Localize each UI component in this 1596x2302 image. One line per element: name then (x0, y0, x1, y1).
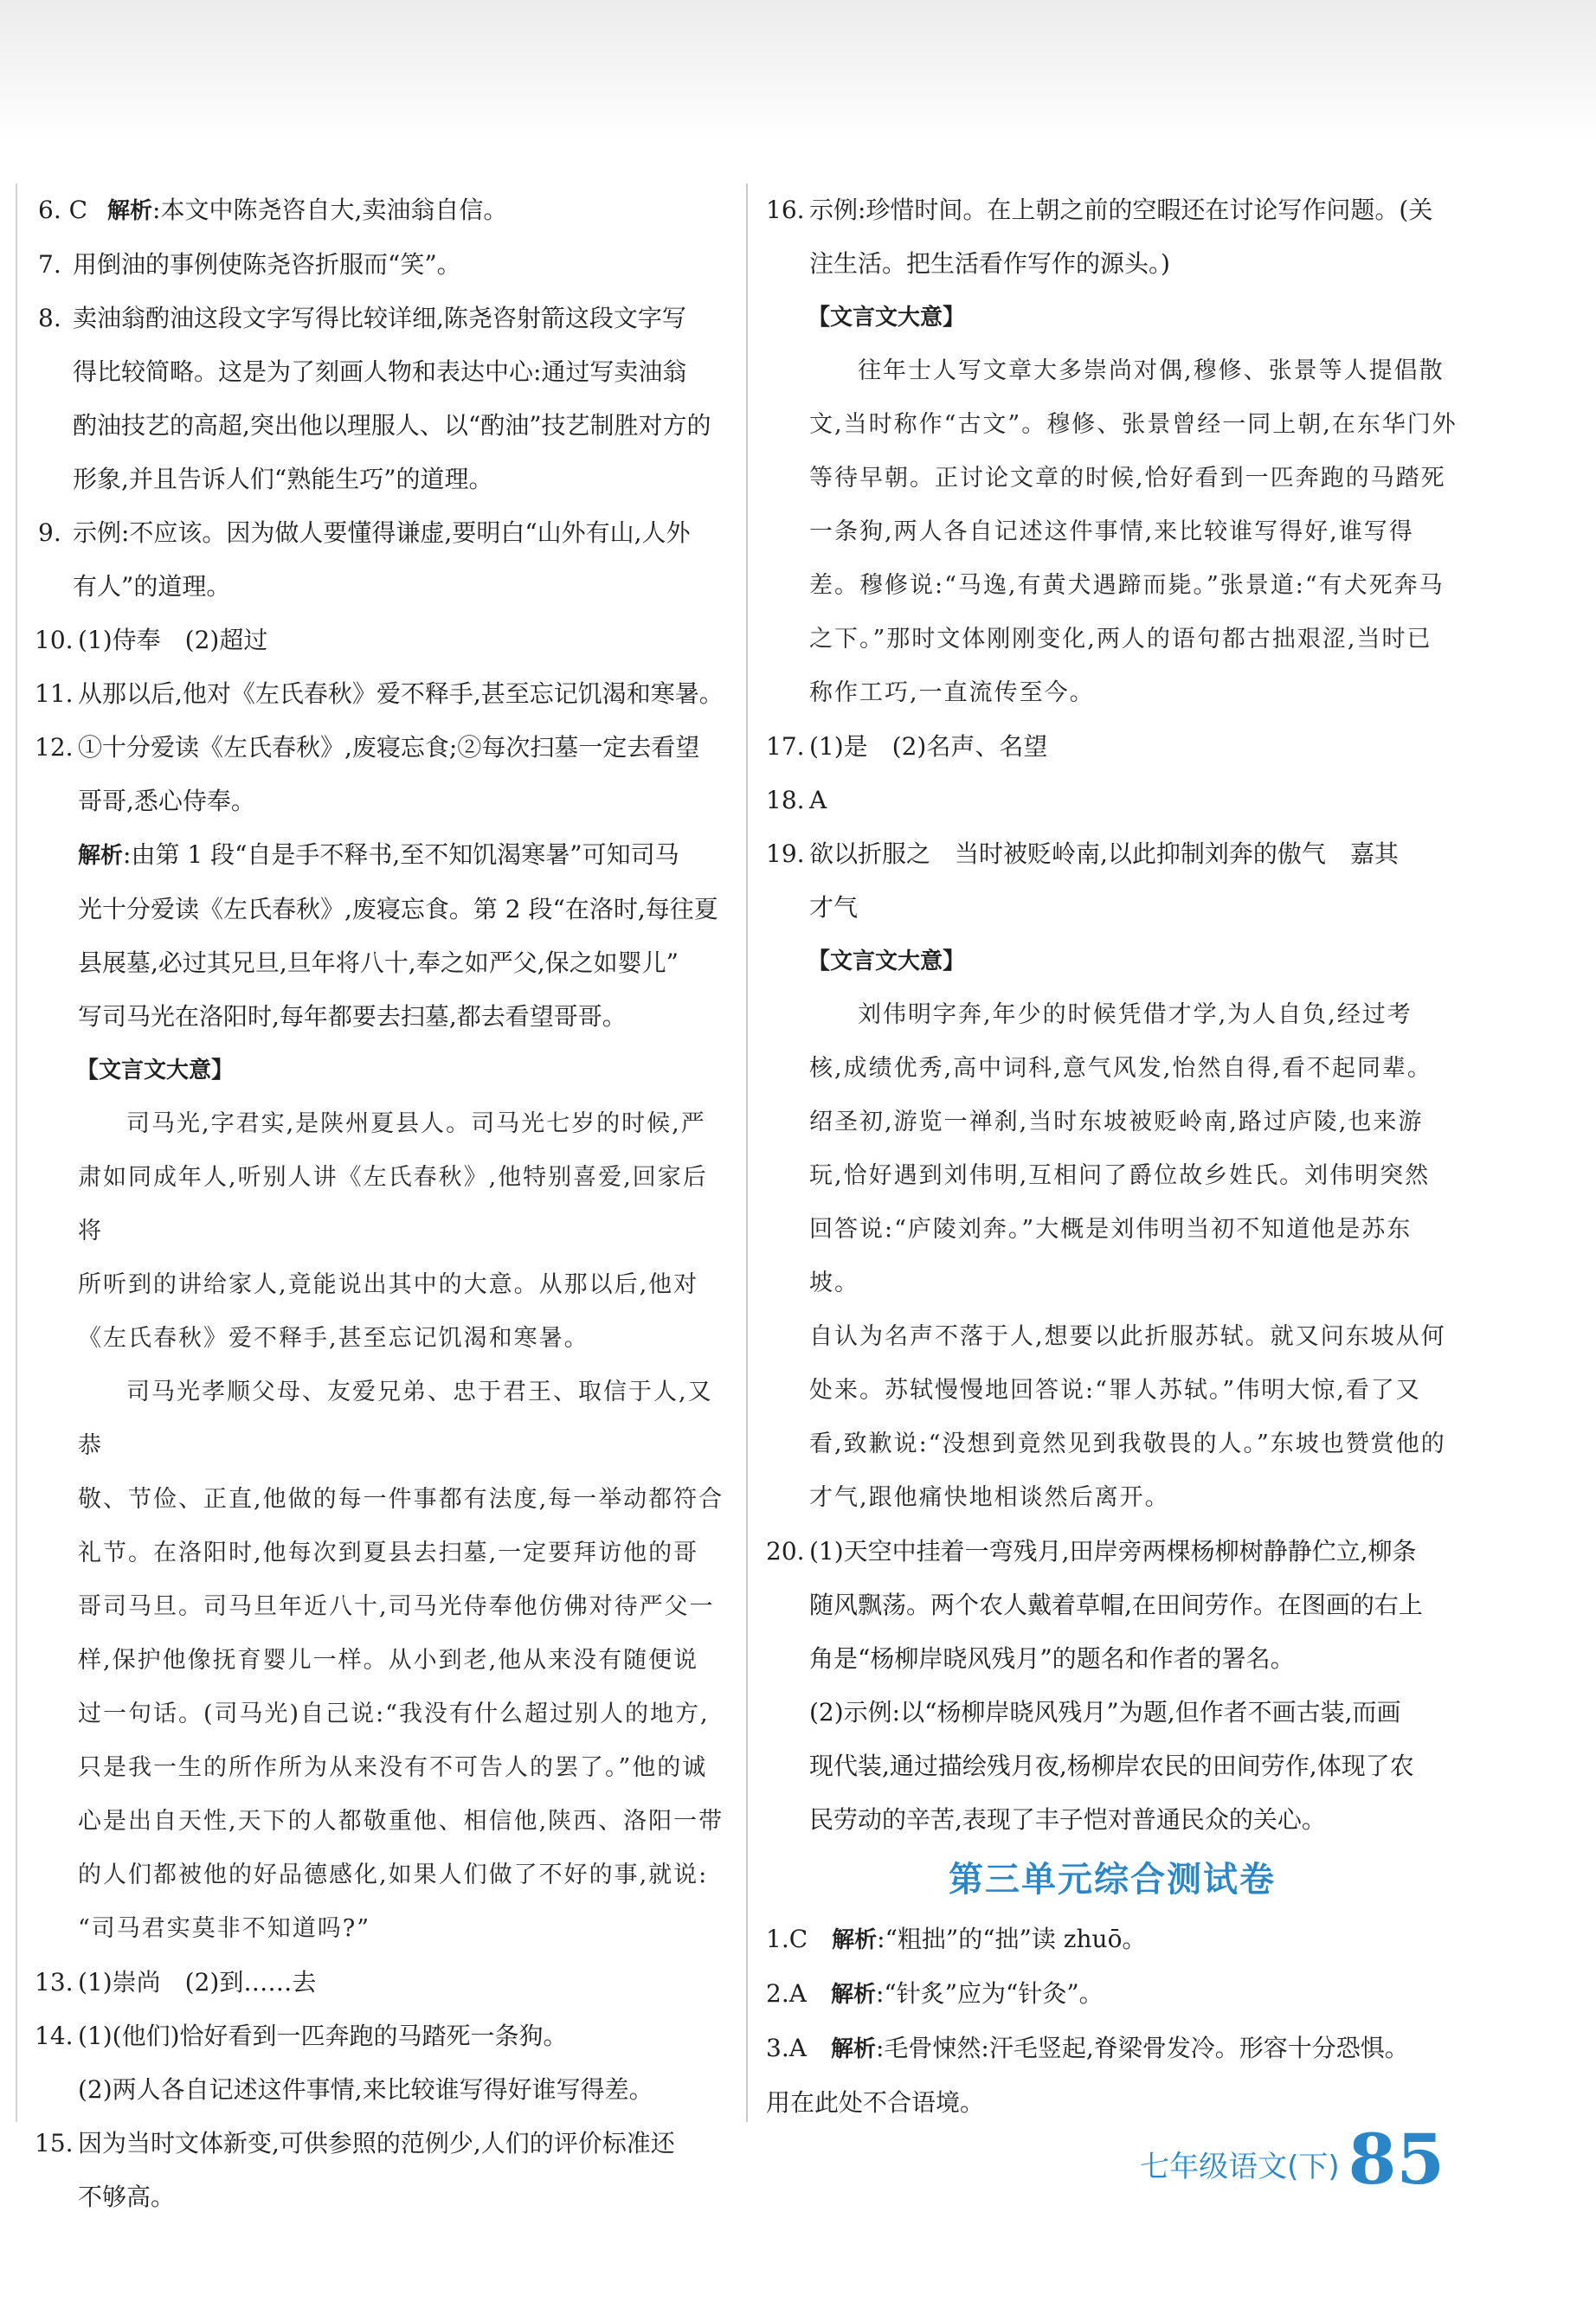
answer-line: 卖油翁酌油这段文字写得比较详细,陈尧咨射箭这段文字写 (73, 304, 686, 332)
answer-17 (766, 720, 1458, 774)
answer-19 (766, 827, 1458, 935)
right-column (766, 183, 1458, 1847)
answer-number: 10. (35, 626, 74, 654)
translation-line: 敬、节俭、正直,他做的每一件事都有法度,每一举动都符合 (78, 1486, 724, 1513)
analysis-label: 解析 (832, 1927, 878, 1953)
book-subject-label: 七年级语文(下) (1140, 2150, 1340, 2184)
translation-line: 核,成绩优秀,高中词科,意气风发,怡然自得,看不起同辈。 (809, 1055, 1432, 1082)
answer-line: 示例:不应该。因为做人要懂得谦虚,要明白“山外有山,人外 (73, 518, 691, 547)
answer-line: 有人”的道理。 (73, 572, 231, 601)
translation-paragraph (766, 344, 1458, 720)
answer-line: 欲以折服之 当时被贬岭南,以此抑制刘奔的傲气 嘉其 (809, 839, 1399, 868)
answer-11 (35, 667, 727, 721)
unit-answer-2 (766, 1967, 1458, 2022)
analysis-label: 解析 (107, 198, 153, 224)
answer-text: :“粗拙”的“拙”读 zhuō。 (877, 1925, 1147, 1953)
translation-line: 《左氏春秋》爱不释手,甚至忘记饥渴和寒暑。 (78, 1325, 589, 1352)
translation-line: 样,保护他像抚育婴儿一样。从小到老,他从来没有随便说 (78, 1647, 699, 1674)
answer-8 (35, 292, 727, 506)
classical-translation-heading: 【文言文大意】 (808, 948, 966, 974)
page-number: 85 (1348, 2119, 1445, 2200)
answer-number: 9. (38, 518, 61, 547)
translation-line: 处来。苏轼慢慢地回答说:“罪人苏轼。”伟明大惊,看了又 (809, 1377, 1421, 1404)
unit-answer-3 (766, 2022, 1458, 2130)
translation-line: 礼节。在洛阳时,他每次到夏县去扫墓,一定要拜访他的哥 (78, 1540, 699, 1566)
column-divider (746, 183, 748, 2122)
translation-paragraph (35, 1097, 727, 1366)
answer-text: (1)是 (2)名声、名望 (809, 732, 1048, 761)
answer-text: :毛骨悚然:汗毛竖起,脊梁骨发冷。形容十分恐惧。 (875, 2034, 1409, 2062)
answer-line: 酌油技艺的高超,突出他以理服人、以“酌油”技艺制胜对方的 (73, 411, 711, 440)
answer-number: 1.C (766, 1925, 808, 1953)
translation-line: 绍圣初,游览一禅刹,当时东坡被贬岭南,路过庐陵,也来游 (809, 1109, 1424, 1135)
answer-line: 民劳动的辛苦,表现了丰子恺对普通民众的关心。 (809, 1805, 1326, 1834)
left-margin-rule (16, 183, 17, 2122)
translation-line: 所听到的讲给家人,竟能说出其中的大意。从那以后,他对 (78, 1271, 699, 1298)
answer-line: 随风飘荡。两个农人戴着草帽,在田间劳作。在图画的右上 (809, 1591, 1423, 1619)
answer-number: 16. (766, 196, 805, 224)
answer-16 (766, 183, 1458, 291)
unit-test-title: 第三单元综合测试卷 (949, 1860, 1276, 1900)
answer-line: 用在此处不合语境。 (766, 2088, 985, 2117)
translation-line: 自认为名声不落于人,想要以此折服苏轼。就又问东坡从何 (809, 1323, 1446, 1350)
translation-line: 司马光,字君实,是陕州夏县人。司马光七岁的时候,严 (126, 1110, 706, 1137)
translation-line: 刘伟明字奔,年少的时候凭借才学,为人自负,经过考 (858, 1001, 1413, 1028)
analysis-line: 写司马光在洛阳时,每年都要去扫墓,都去看望哥哥。 (78, 1002, 627, 1031)
answer-number: 13. (35, 1968, 74, 1997)
answer-line: (2)两人各自记述这件事情,来比较谁写得好谁写得差。 (78, 2075, 653, 2104)
translation-paragraph (35, 1366, 727, 1956)
answer-line: (1)天空中挂着一弯残月,田岸旁两棵杨柳树静静伫立,柳条 (809, 1537, 1417, 1566)
answer-number: 6. C (38, 196, 88, 224)
answer-text: (1)侍奉 (2)超过 (78, 626, 268, 654)
analysis-label: 解析 (830, 1982, 876, 2008)
translation-line: 往年士人写文章大多崇尚对偶,穆修、张景等人提倡散 (858, 357, 1445, 384)
answer-line: 才气 (809, 893, 859, 922)
translation-line: 玩,恰好遇到刘伟明,互相问了爵位故乡姓氏。刘伟明突然 (809, 1162, 1431, 1189)
answer-line: (1)(他们)恰好看到一匹奔跑的马踏死一条狗。 (78, 2022, 568, 2050)
answer-text: 从那以后,他对《左氏春秋》爱不释手,甚至忘记饥渴和寒暑。 (78, 679, 724, 708)
answer-7 (35, 238, 727, 292)
answer-number: 14. (35, 2022, 74, 2050)
translation-line: 之下。”那时文体刚刚变化,两人的语句都古拙艰涩,当时已 (809, 626, 1432, 653)
answer-line: 因为当时文体新变,可供参照的范例少,人们的评价标准还 (78, 2129, 675, 2157)
answer-text: 用倒油的事例使陈尧咨折服而“笑”。 (73, 250, 461, 279)
answer-number: 11. (35, 679, 74, 708)
analysis-line: 光十分爱读《左氏春秋》,废寝忘食。第 2 段“在洛时,每往夏 (78, 895, 718, 923)
answer-text: :本文中陈尧咨自大,卖油翁自信。 (152, 196, 508, 224)
translation-line: 称作工巧,一直流传至今。 (809, 679, 1095, 706)
page-footer (1140, 2119, 1445, 2200)
translation-line: 一条狗,两人各自记述这件事情,来比较谁写得好,谁写得 (809, 518, 1414, 545)
classical-translation-heading: 【文言文大意】 (76, 1058, 235, 1083)
answer-number: 12. (35, 733, 74, 762)
classical-translation-heading: 【文言文大意】 (808, 305, 966, 331)
answer-number: 19. (766, 839, 805, 868)
unit-answer-1 (766, 1913, 1458, 1967)
translation-line: 过一句话。(司马光)自己说:“我没有什么超过别人的地方, (78, 1701, 710, 1727)
analysis-label: 解析 (78, 843, 124, 869)
answer-line: 不够高。 (78, 2183, 176, 2211)
answer-line: 哥哥,悉心侍奉。 (78, 787, 255, 815)
unit-test-answers (766, 1913, 1458, 2130)
answer-line: (2)示例:以“杨柳岸晓风残月”为题,但作者不画古装,而画 (809, 1698, 1401, 1726)
analysis-line (78, 828, 727, 883)
answer-number: 8. (38, 304, 61, 332)
answer-line: 示例:珍惜时间。在上朝之前的空暇还在讨论写作问题。(关 (809, 196, 1433, 224)
translation-line: 的人们都被他的好品德感化,如果人们做了不好的事,就说: (78, 1862, 709, 1888)
answer-6 (35, 183, 727, 238)
analysis-line: 县展墓,必过其兄旦,旦年将八十,奉之如严父,保之如婴儿” (78, 948, 679, 977)
translation-line: 才气,跟他痛快地相谈然后离开。 (809, 1484, 1170, 1511)
answer-line: ①十分爱读《左氏春秋》,废寝忘食;②每次扫墓一定去看望 (78, 733, 700, 762)
translation-line: 等待早朝。正讨论文章的时候,恰好看到一匹奔跑的马踏死 (809, 465, 1446, 492)
left-column (35, 183, 727, 2224)
answer-line: 形象,并且告诉人们“熟能生巧”的道理。 (73, 465, 493, 493)
answer-10 (35, 614, 727, 667)
answer-line: 角是“杨柳岸晓风残月”的题名和作者的署名。 (809, 1644, 1295, 1673)
answer-text: (1)崇尚 (2)到……去 (78, 1968, 317, 1997)
classical-translation (35, 1097, 727, 1956)
answer-number: 3.A (766, 2034, 807, 2062)
translation-line: 肃如同成年人,听别人讲《左氏春秋》,他特别喜爱,回家后将 (78, 1164, 708, 1244)
translation-line: 差。穆修说:“马逸,有黄犬遇蹄而毙。”张景道:“有犬死奔马 (809, 572, 1445, 599)
answer-9 (35, 506, 727, 614)
answer-18 (766, 774, 1458, 827)
answer-number: 15. (35, 2129, 74, 2157)
answer-number: 18. (766, 786, 805, 814)
translation-paragraph (766, 988, 1458, 1525)
answer-number: 17. (766, 732, 805, 761)
answer-15 (35, 2117, 727, 2224)
answer-number: 20. (766, 1537, 805, 1566)
answer-12 (35, 721, 727, 1044)
answer-line: 得比较简略。这是为了刻画人物和表达中心:通过写卖油翁 (73, 357, 687, 386)
translation-line: 看,致歉说:“没想到竟然见到我敬畏的人。”东坡也赞赏他的 (809, 1431, 1446, 1457)
analysis-text: :由第 1 段“自是手不释书,至不知饥渴寒暑”可知司马 (123, 840, 679, 869)
answer-text: :“针炙”应为“针灸”。 (875, 1979, 1104, 2008)
translation-line: 哥司马旦。司马旦年近八十,司马光侍奉他仿佛对待严父一 (78, 1593, 715, 1620)
answer-14 (35, 2009, 727, 2117)
answer-13 (35, 1956, 727, 2009)
analysis-label: 解析 (830, 2036, 876, 2062)
answer-number: 7. (38, 250, 61, 279)
answer-text: A (809, 786, 827, 814)
scan-top-band (0, 0, 1596, 143)
translation-line: 文,当时称作“古文”。穆修、张景曾经一同上朝,在东华门外 (809, 411, 1458, 438)
translation-line: 只是我一生的所作所为从来没有不可告人的罢了。”他的诚 (78, 1754, 708, 1781)
answer-line: 注生活。把生活看作写作的源头。) (809, 249, 1170, 278)
translation-line: “司马君实莫非不知道吗?” (78, 1915, 371, 1942)
translation-line: 心是出自天性,天下的人都敬重他、相信他,陕西、洛阳一带 (78, 1808, 724, 1835)
answer-20 (766, 1525, 1458, 1847)
translation-line: 司马光孝顺父母、友爱兄弟、忠于君王、取信于人,又恭 (78, 1379, 713, 1459)
answer-line: 现代装,通过描绘残月夜,杨柳岸农民的田间劳作,体现了农 (809, 1752, 1414, 1780)
translation-line: 回答说:“庐陵刘奔。”大概是刘伟明当初不知道他是苏东坡。 (809, 1216, 1413, 1296)
answer-number: 2.A (766, 1979, 807, 2008)
